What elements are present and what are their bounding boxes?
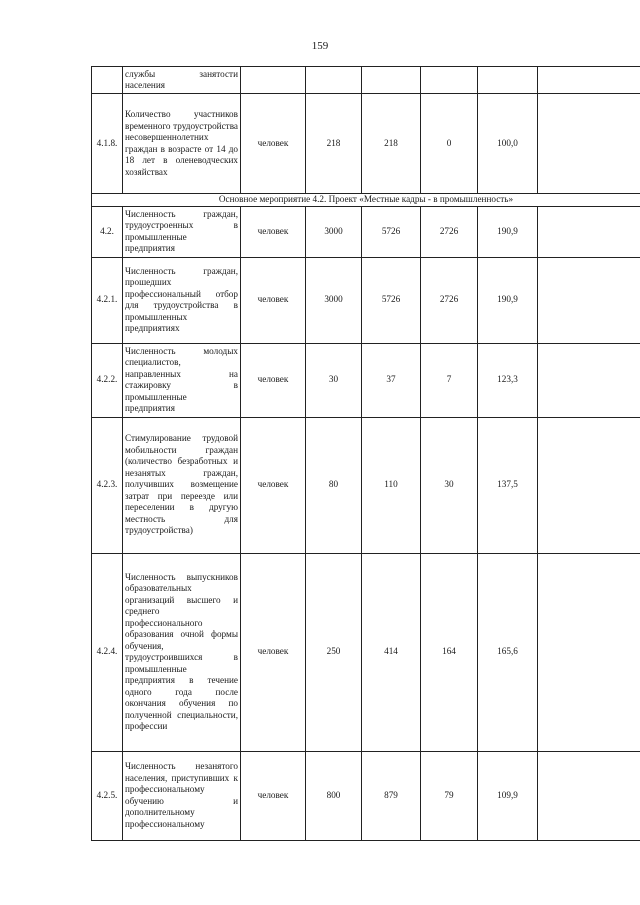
unit-cell: человек <box>241 206 306 257</box>
percent-cell: 190,9 <box>478 257 538 343</box>
unit-cell: человек <box>241 553 306 751</box>
planned-value-cell: 800 <box>306 751 362 840</box>
actual-value-cell: 5726 <box>362 206 421 257</box>
indicator-name-cell: Численность выпускников образовательных организаций высшего и среднего профессионального образования очной формы обучения, трудоустроившихся в промышленные предприятия в течение одного года после окончания обучения по полученной специальности, профессии <box>123 553 241 751</box>
planned-value-cell: 218 <box>306 94 362 194</box>
actual-value-cell: 218 <box>362 94 421 194</box>
row-number-cell <box>92 67 123 94</box>
unit-cell: человек <box>241 257 306 343</box>
note-cell <box>538 94 640 194</box>
percent-cell: 190,9 <box>478 206 538 257</box>
indicators-table <box>91 66 640 841</box>
unit-cell <box>241 67 306 94</box>
actual-value-cell: 110 <box>362 417 421 553</box>
section-row <box>92 194 640 207</box>
note-cell <box>538 417 640 553</box>
table-body <box>92 67 640 841</box>
indicator-name-cell: Стимулирование трудовой мобильности граждан (количество безработных и незанятых граждан, получивших возмещение затрат при переезде или переселении в другую местность для трудоустройства) <box>123 417 241 553</box>
indicator-name-cell: Численность граждан, прошедших профессиональный отбор для трудоустройства в промышленных предприятиях <box>123 257 241 343</box>
deviation-cell: 79 <box>421 751 478 840</box>
indicator-name-cell: Количество участников временного трудоустройства несовершеннолетних граждан в возрасте от 14 до 18 лет в оленеводческих хозяйствах <box>123 94 241 194</box>
table-row <box>92 94 640 194</box>
unit-cell: человек <box>241 94 306 194</box>
actual-value-cell: 414 <box>362 553 421 751</box>
deviation-cell: 0 <box>421 94 478 194</box>
percent-cell <box>478 67 538 94</box>
deviation-cell: 2726 <box>421 257 478 343</box>
table-row <box>92 553 640 751</box>
actual-value-cell: 879 <box>362 751 421 840</box>
row-number-cell: 4.2.4. <box>92 553 123 751</box>
planned-value-cell: 250 <box>306 553 362 751</box>
note-cell <box>538 751 640 840</box>
actual-value-cell: 5726 <box>362 257 421 343</box>
note-cell <box>538 553 640 751</box>
actual-value-cell <box>362 67 421 94</box>
deviation-cell: 164 <box>421 553 478 751</box>
table-row <box>92 257 640 343</box>
row-number-cell: 4.2.1. <box>92 257 123 343</box>
percent-cell: 123,3 <box>478 343 538 417</box>
row-number-cell: 4.2.3. <box>92 417 123 553</box>
row-number-cell: 4.1.8. <box>92 94 123 194</box>
table-row <box>92 67 640 94</box>
indicator-name-cell: Численность молодых специалистов, направленных на стажировку в промышленные предприятия <box>123 343 241 417</box>
indicator-name-cell: Численность граждан, трудоустроенных в промышленные предприятия <box>123 206 241 257</box>
indicator-name-cell: службы занятости населения <box>123 67 241 94</box>
indicator-name-cell: Численность незанятого населения, приступивших к профессиональному обучению и дополнительному профессиональному <box>123 751 241 840</box>
deviation-cell <box>421 67 478 94</box>
note-cell <box>538 257 640 343</box>
percent-cell: 100,0 <box>478 94 538 194</box>
planned-value-cell <box>306 67 362 94</box>
unit-cell: человек <box>241 417 306 553</box>
table-row <box>92 343 640 417</box>
percent-cell: 137,5 <box>478 417 538 553</box>
unit-cell: человек <box>241 751 306 840</box>
row-number-cell: 4.2.2. <box>92 343 123 417</box>
section-title: Основное мероприятие 4.2. Проект «Местные кадры - в промышленность» <box>92 194 640 207</box>
note-cell <box>538 67 640 94</box>
deviation-cell: 30 <box>421 417 478 553</box>
percent-cell: 109,9 <box>478 751 538 840</box>
note-cell <box>538 206 640 257</box>
planned-value-cell: 30 <box>306 343 362 417</box>
planned-value-cell: 3000 <box>306 206 362 257</box>
note-cell <box>538 343 640 417</box>
table-row <box>92 417 640 553</box>
table-row <box>92 751 640 840</box>
page-number: 159 <box>311 40 329 52</box>
row-number-cell: 4.2. <box>92 206 123 257</box>
deviation-cell: 2726 <box>421 206 478 257</box>
planned-value-cell: 3000 <box>306 257 362 343</box>
row-number-cell: 4.2.5. <box>92 751 123 840</box>
actual-value-cell: 37 <box>362 343 421 417</box>
table-row <box>92 206 640 257</box>
percent-cell: 165,6 <box>478 553 538 751</box>
planned-value-cell: 80 <box>306 417 362 553</box>
deviation-cell: 7 <box>421 343 478 417</box>
unit-cell: человек <box>241 343 306 417</box>
